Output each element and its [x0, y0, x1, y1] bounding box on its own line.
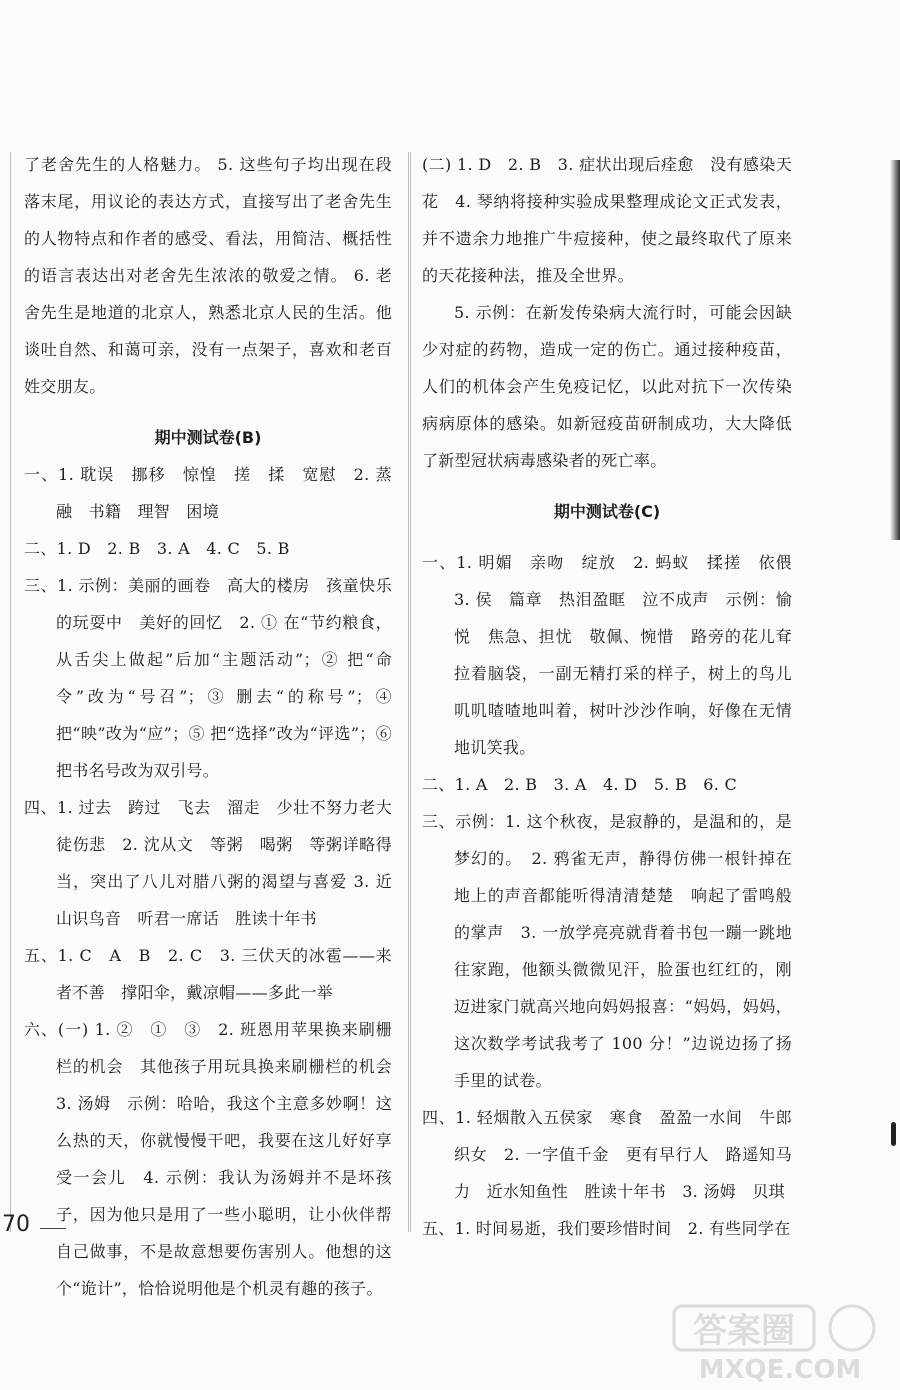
- column-divider-rule-2: [410, 152, 411, 1232]
- watermark-url-text: MXQE.COM: [698, 1355, 862, 1384]
- answer-item: 四、1. 轻烟散入五侯家 寒食 盈盈一水间 牛郎织女 2. 一字值千金 更有早行人 路遥知马力 近水知鱼性 胜读十年书 3. 汤姆 贝琪: [422, 1108, 792, 1201]
- answer-item: 五、1. 时间易逝，我们要珍惜时间 2. 有些同学在: [422, 1219, 791, 1238]
- right-paragraph-example: 5. 示例：在新发传染病大流行时，可能会因缺少对症的药物，造成一定的伤亡。通过接种疫苗，人们的机体会产生免疫记忆，以此对抗下一次传染病病原体的感染。如新冠疫苗研制成功，大大降低了新型冠状病毒感染者的死亡率。: [422, 303, 792, 470]
- spacer: [24, 405, 392, 419]
- answer-item: 一、1. 耽误 挪移 惊惶 搓 揉 宽慰 2. 蒸融 书籍 理智 困境: [24, 465, 392, 521]
- left-paragraph-continued: 了老舍先生的人格魅力。 5. 这些句子均出现在段落末尾，用议论的表达方式，直接写出了老舍先生的人物特点和作者的感受、看法，用简洁、概括性的语言表达出对老舍先生浓浓的敬爱之情。 6. 老舍先生是地道的北京人，熟悉北京人民的生活。他谈吐自然、和蔼可亲，没有一点架子，喜欢和老百姓交朋友。: [24, 155, 392, 396]
- watermark-logo: [670, 1302, 890, 1384]
- answer-item: 三、1. 示例：美丽的画卷 高大的楼房 孩童快乐的玩耍中 美好的回忆 2. ① 在“节约粮食，从舌尖上做起”后加“主题活动”；② 把“命令”改为“号召”；③ 删去“的称号”；④ 把“映”改为“应”；⑤ 把“选择”改为“评选”；⑥ 把书名号改为双引号。: [24, 576, 392, 780]
- page-edge-mark: [891, 1122, 896, 1146]
- answer-item: 六、(一) 1. ② ① ③ 2. 班恩用苹果换来刷栅栏的机会 其他孩子用玩具换来刷栅栏的机会 3. 汤姆 示例：哈哈，我这个主意多妙啊！这么热的天，你就慢慢干吧，我要在这儿好好享受一会儿 4. 示例：我认为汤姆并不是坏孩子，因为他只是用了一些小聪明，让小伙伴帮自己做事，不是故意想要伤害别人。他想的这个“诡计”，恰恰说明他是个机灵有趣的孩子。: [24, 1020, 392, 1298]
- answer-item: 二、1. D 2. B 3. A 4. C 5. B: [24, 539, 290, 558]
- left-margin-rule: [10, 152, 11, 1232]
- watermark-circle: [830, 1306, 874, 1350]
- right-paragraph-continued: (二) 1. D 2. B 3. 症状出现后痊愈 没有感染天花 4. 琴纳将接种实验成果整理成论文正式发表，并不遗余力地推广牛痘接种，使之最终取代了原来的天花接种法，推及全世界。: [422, 155, 792, 285]
- section-title-midterm-b: 期中测试卷(B): [154, 428, 262, 447]
- page-number-dash: [40, 1228, 66, 1229]
- answer-item: 四、1. 过去 跨过 飞去 溜走 少壮不努力老大徒伤悲 2. 沈从文 等粥 喝粥 等粥详略得当，突出了八儿对腊八粥的渴望与喜爱 3. 近山识鸟音 听君一席话 胜读十年书: [24, 798, 392, 928]
- page-number: 70: [2, 1212, 30, 1237]
- spacer: [422, 479, 792, 493]
- answer-item: 三、示例：1. 这个秋夜，是寂静的，是温和的，是梦幻的。 2. 鸦雀无声，静得仿佛一根针掉在地上的声音都能听得清清楚楚 响起了雷鸣般的掌声 3. 一放学亮亮就背着书包一蹦一跳地往家跑，他额头微微见汗，脸蛋也红红的，刚迈进家门就高兴地向妈妈报喜：“妈妈，妈妈，这次数学考试我考了 100 分！”边说边扬了扬手里的试卷。: [422, 812, 792, 1090]
- answer-item: 五、1. C A B 2. C 3. 三伏天的冰雹——来者不善 撑阳伞，戴凉帽——多此一举: [24, 946, 392, 1002]
- right-column: [422, 146, 792, 1247]
- section-title-midterm-c: 期中测试卷(C): [553, 502, 661, 521]
- answer-item: 二、1. A 2. B 3. A 4. D 5. B 6. C: [422, 775, 738, 794]
- left-column: [24, 146, 392, 1307]
- watermark-logo-text: 答案圈: [693, 1311, 795, 1351]
- spacer: [422, 530, 792, 544]
- column-divider-rule: [408, 152, 409, 1232]
- answer-item: 一、1. 明媚 亲吻 绽放 2. 蚂蚁 揉搓 依偎 3. 侯 篇章 热泪盈眶 泣不成声 示例：愉悦 焦急、担忧 敬佩、惋惜 路旁的花儿耷拉着脑袋，一副无精打采的样子，树上的鸟儿叽叽喳喳地叫着，树叶沙沙作响，好像在无情地讥笑我。: [422, 553, 792, 757]
- page-edge-shadow: [890, 160, 900, 540]
